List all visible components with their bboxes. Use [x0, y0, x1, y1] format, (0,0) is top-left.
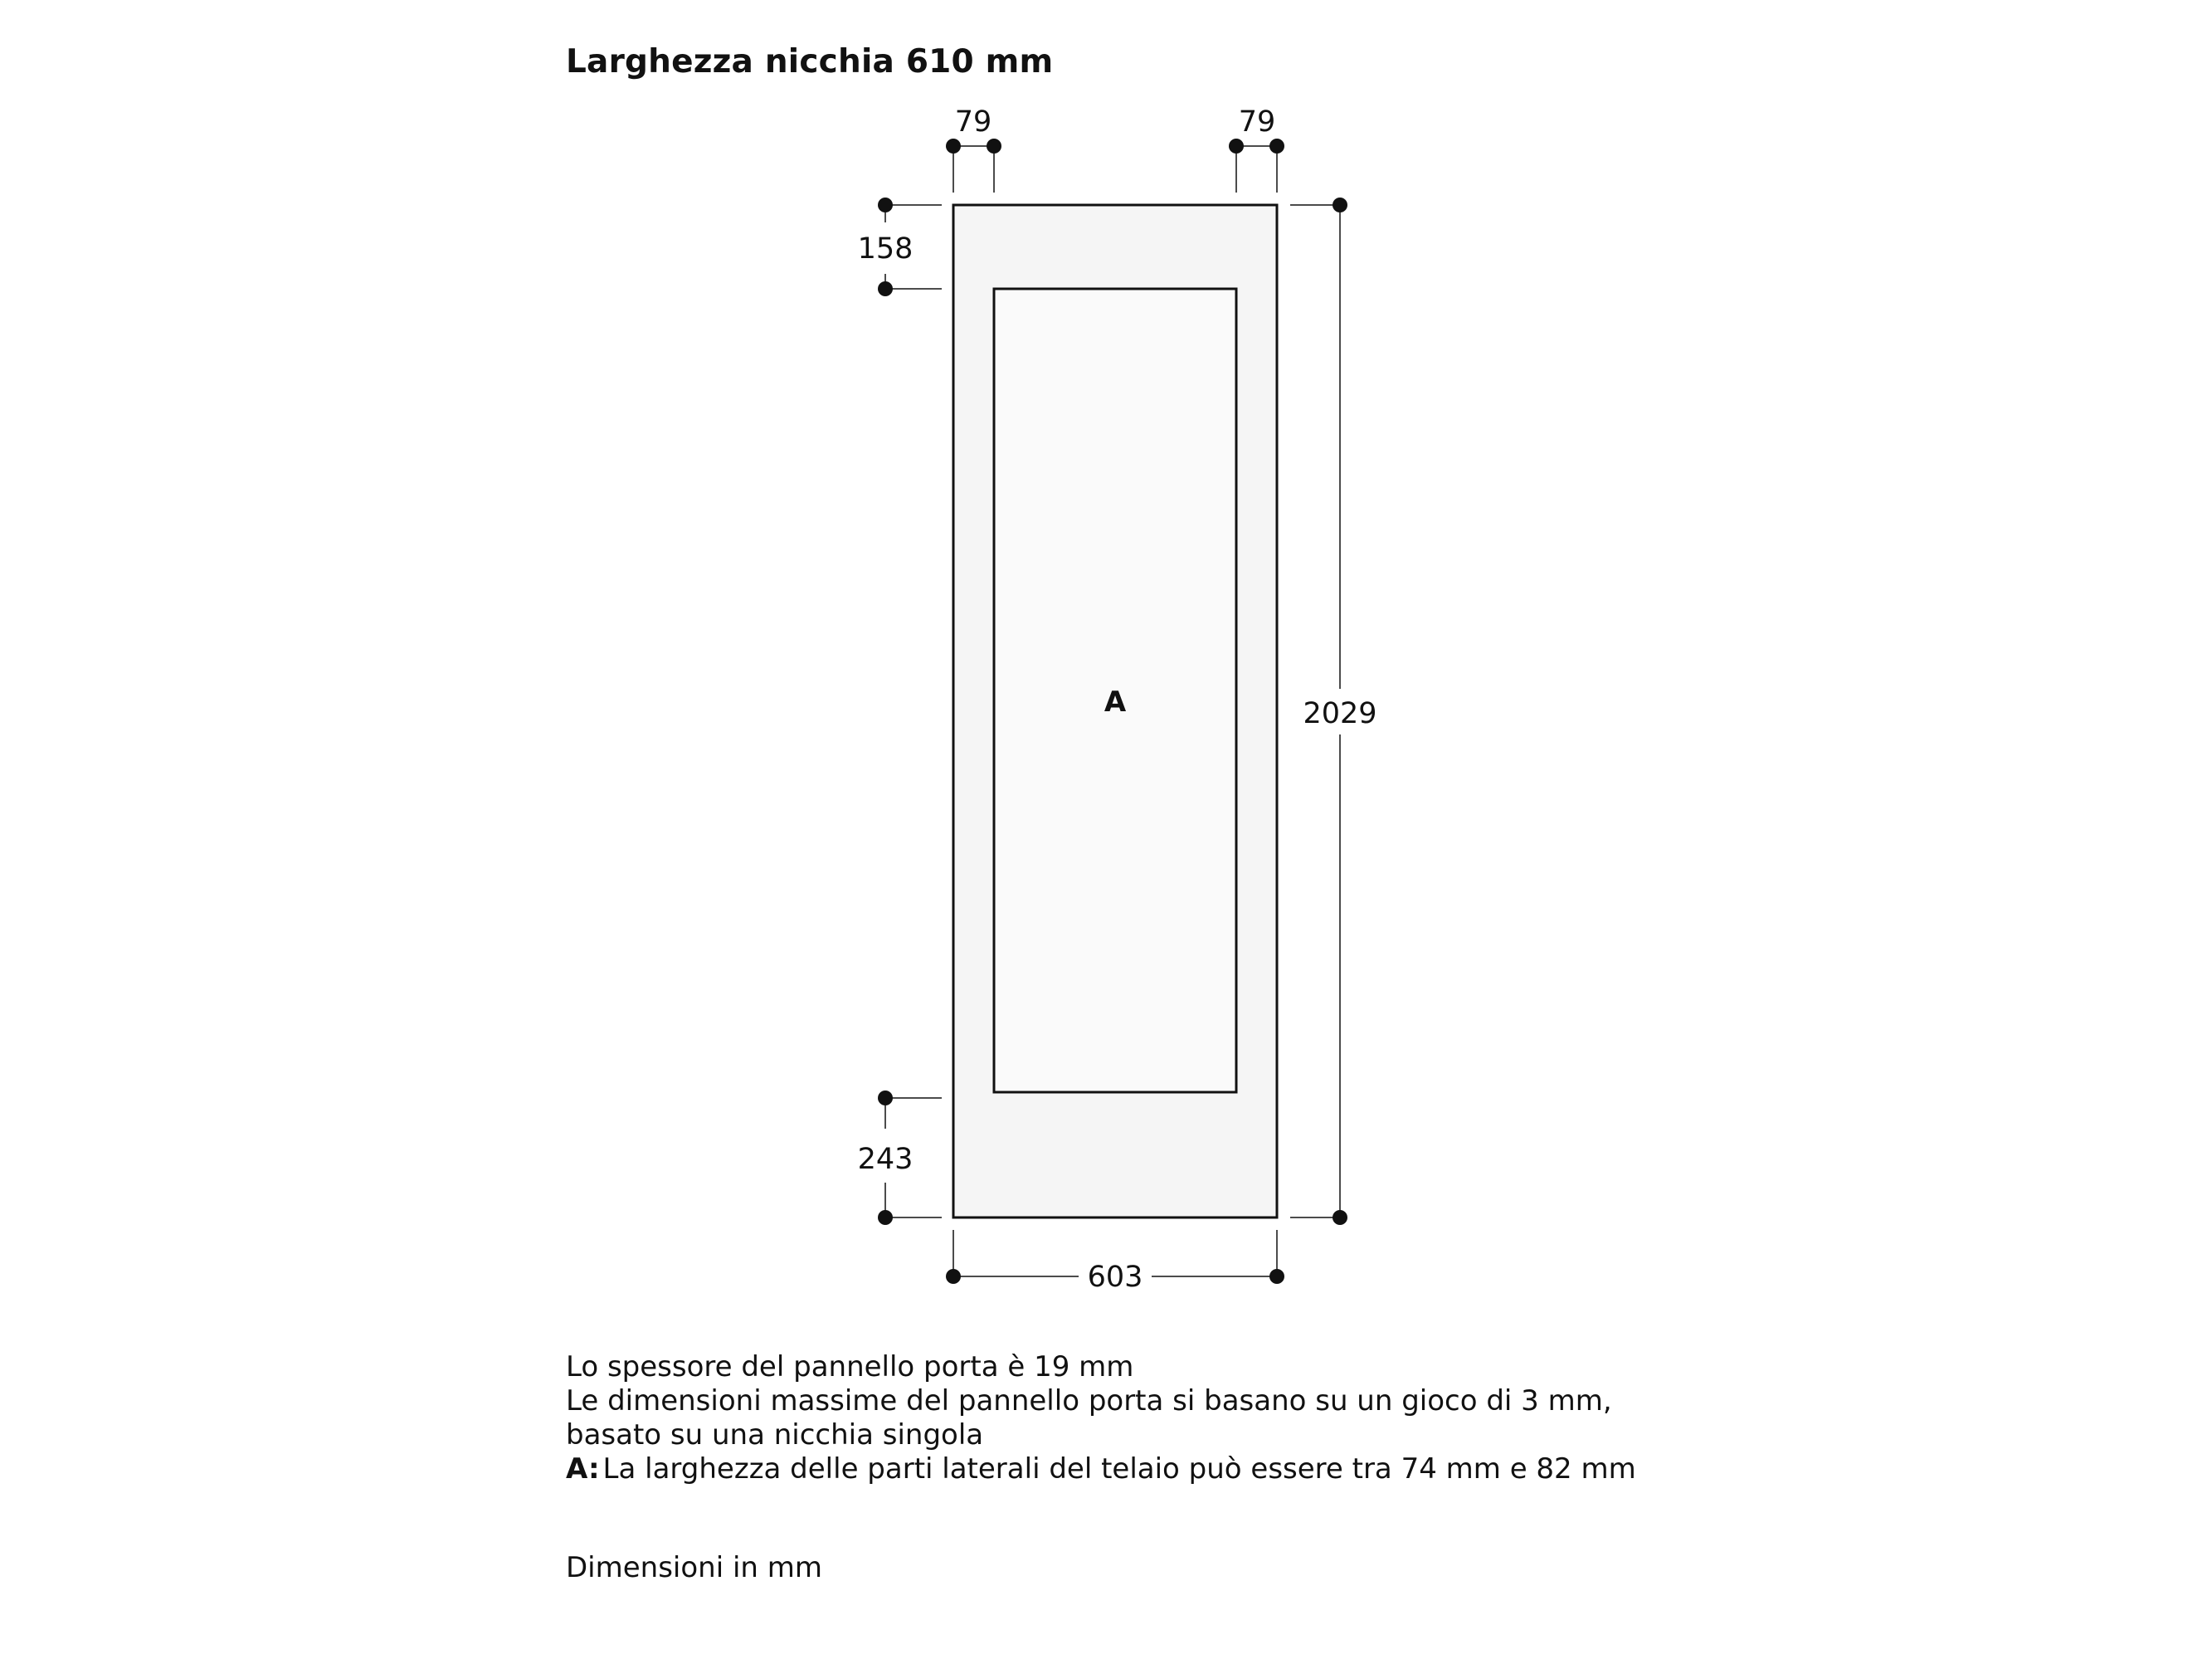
dimension-label-top-rail: 158 — [857, 232, 914, 266]
dimension-total-height — [1290, 198, 1377, 1225]
dimension-label-top-right: 79 — [1238, 105, 1276, 139]
dimension-top-rail — [858, 198, 942, 296]
dimension-point — [878, 281, 893, 296]
dimension-point — [946, 1269, 961, 1284]
notes-block — [566, 1350, 1636, 1486]
note-marker-key: A: — [566, 1452, 600, 1486]
note-marker-text: La larghezza delle parti laterali del telaio può essere tra 74 mm e 82 mm — [602, 1452, 1636, 1486]
note-max-dimensions: Le dimensioni massime del pannello porta si basano su un gioco di 3 mm, — [566, 1384, 1612, 1417]
dimension-bottom-rail — [858, 1091, 942, 1225]
dimension-label-top-left: 79 — [954, 105, 992, 139]
panel-marker-label: A — [1104, 686, 1127, 719]
dimension-top-right — [1229, 105, 1284, 193]
dimension-point — [1269, 1269, 1284, 1284]
dimension-point — [1333, 198, 1347, 212]
dimension-point — [1333, 1210, 1347, 1225]
dimension-point — [878, 1210, 893, 1225]
dimension-point — [1269, 139, 1284, 154]
dimension-point — [878, 198, 893, 212]
dimension-label-total-height: 2029 — [1303, 697, 1377, 730]
dimension-label-bottom-rail: 243 — [857, 1143, 914, 1176]
note-marker-a — [566, 1452, 1636, 1486]
dimension-label-total-width: 603 — [1087, 1261, 1143, 1294]
page-title: Larghezza nicchia 610 mm — [566, 43, 1054, 81]
units-note: Dimensioni in mm — [566, 1551, 823, 1584]
dimension-top-left — [946, 105, 1001, 193]
dimension-total-width — [946, 1230, 1284, 1294]
note-thickness: Lo spessore del pannello porta è 19 mm — [566, 1350, 1134, 1383]
dimension-point — [1229, 139, 1244, 154]
dimension-point — [878, 1091, 893, 1105]
dimension-point — [987, 139, 1001, 154]
note-single-niche: basato su una nicchia singola — [566, 1418, 984, 1452]
dimension-point — [946, 139, 961, 154]
